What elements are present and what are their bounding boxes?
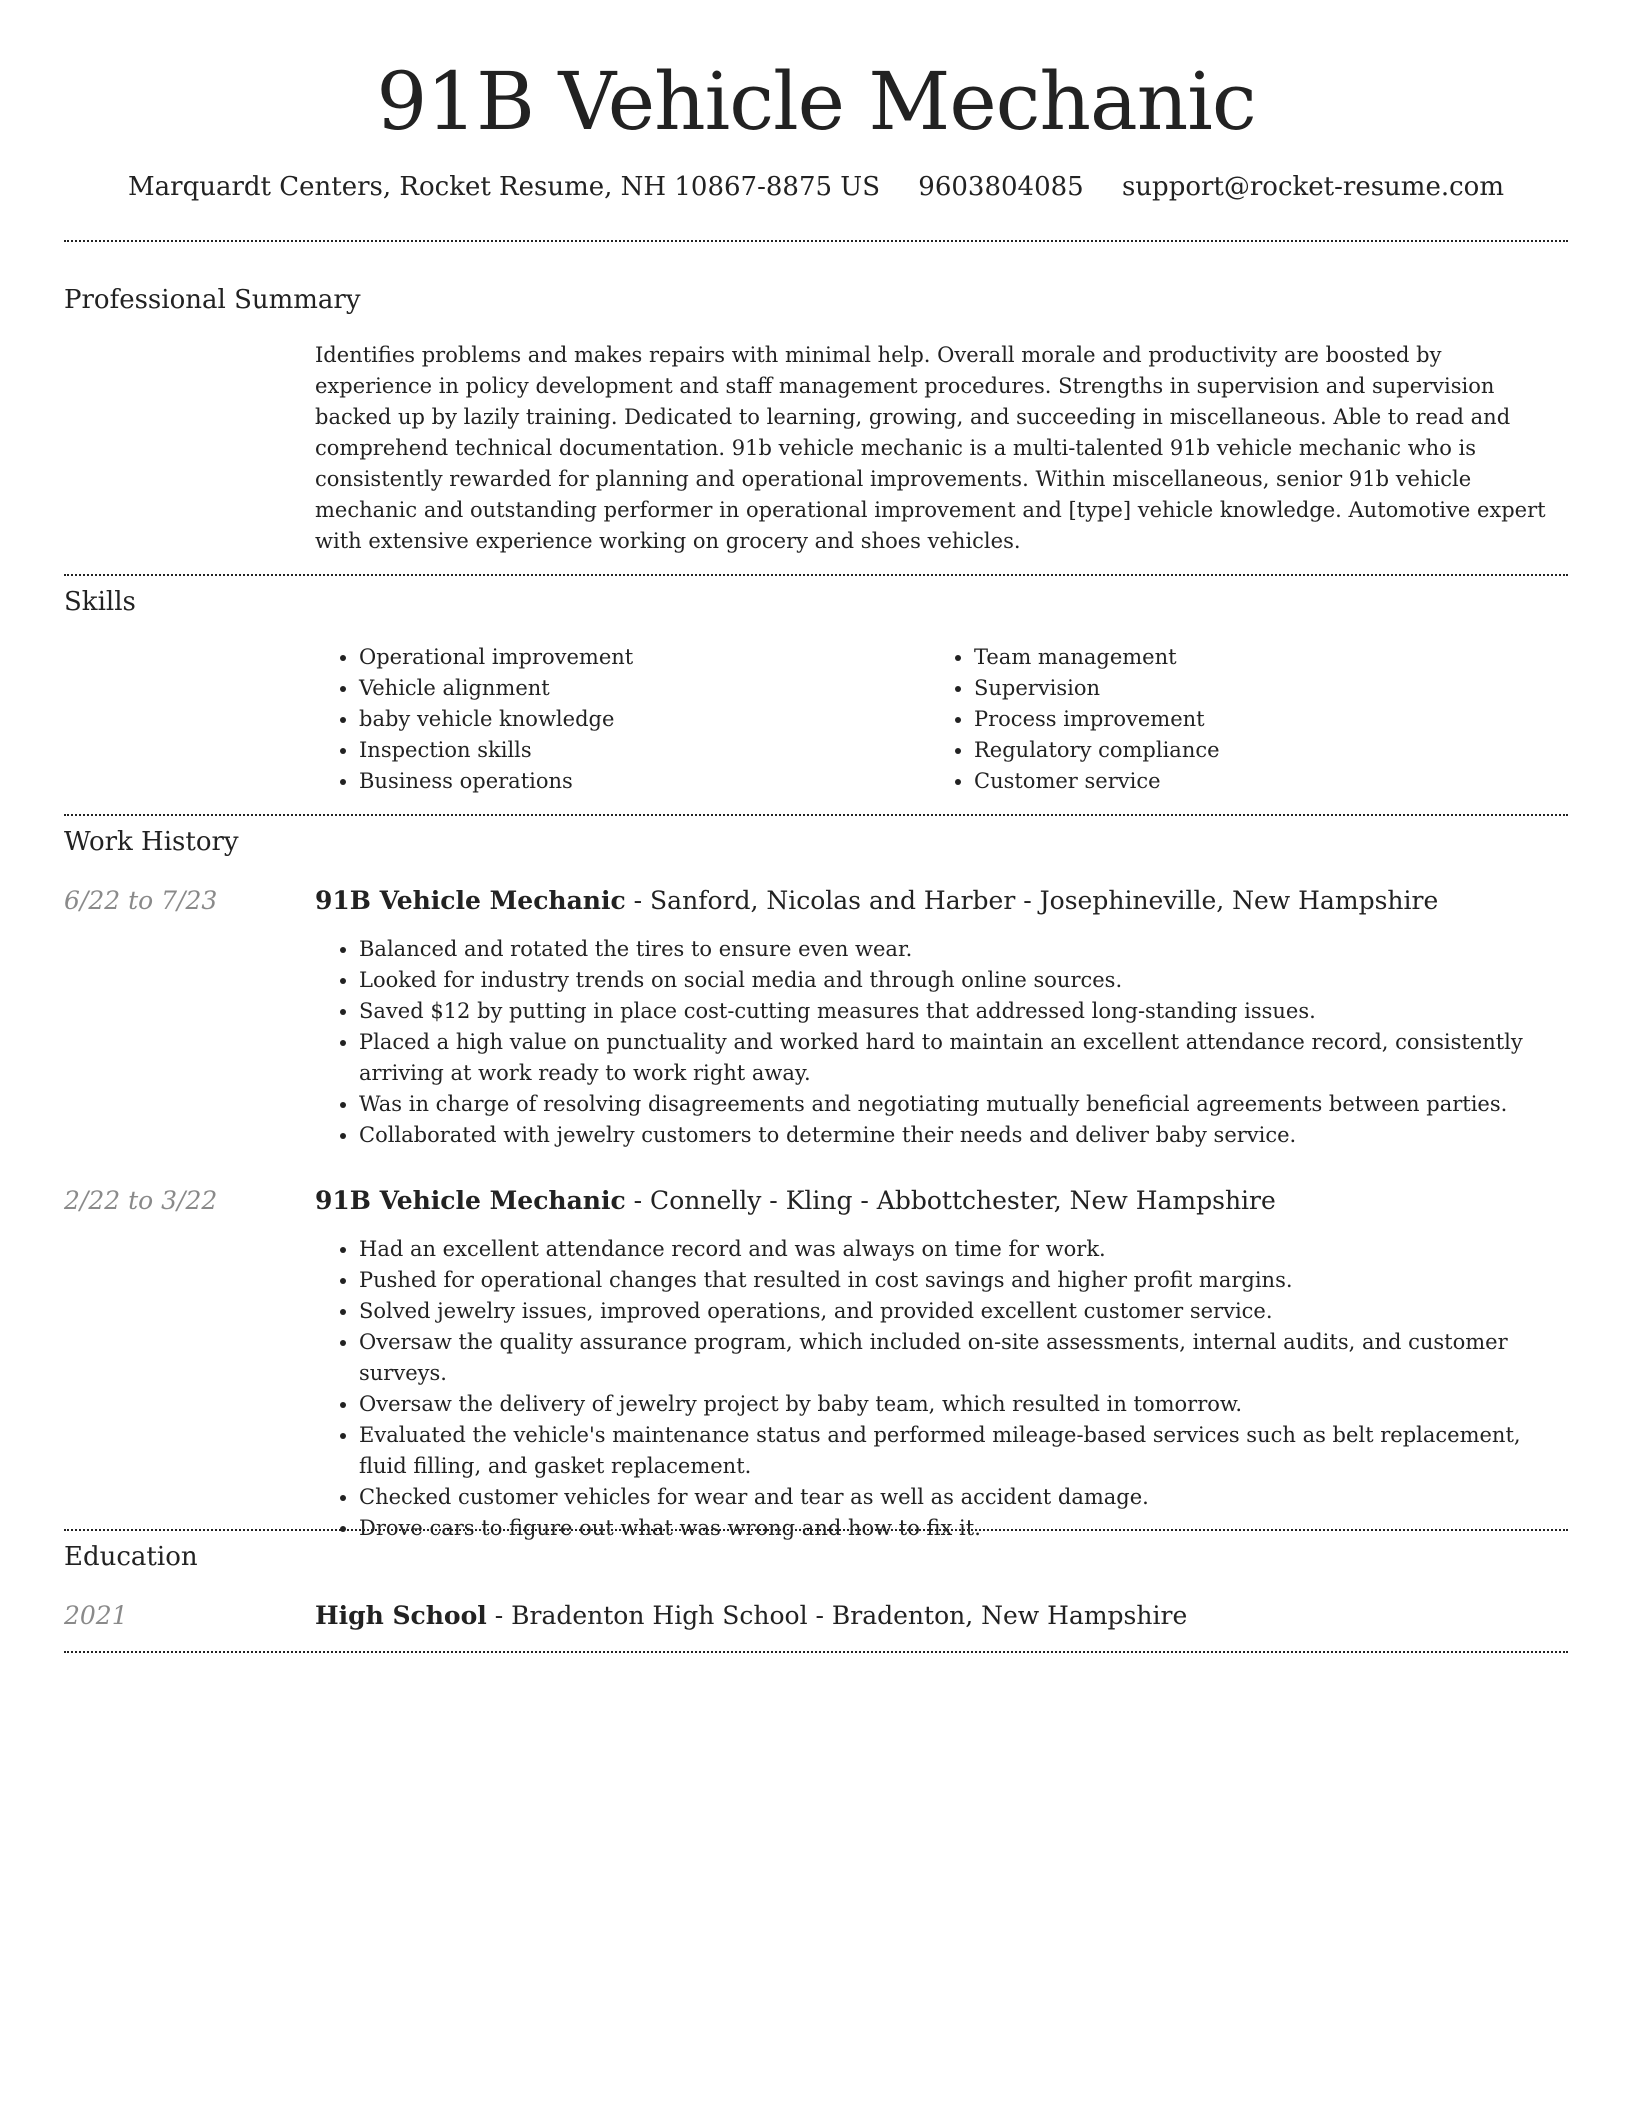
divider (64, 574, 1568, 576)
job-dates: 6/22 to 7/23 (64, 886, 218, 915)
skill-item: • Vehicle alignment (359, 673, 875, 704)
job-bullet: • Evaluated the vehicle's maintenance status and performed mileage-based services such as belt replacement, fluid filling, and gasket replacement. (359, 1420, 1560, 1482)
skills-list-left (315, 642, 875, 797)
contact-address: Marquardt Centers, Rocket Resume, NH 10867-8875 US (128, 172, 881, 202)
skill-item: • Business operations (359, 766, 875, 797)
skill-item: • Operational improvement (359, 642, 875, 673)
job-employer: - Connelly - Kling - Abbottchester, New Hampshire (625, 1186, 1276, 1215)
skills-list-right (930, 642, 1490, 797)
job-bullet: • Was in charge of resolving disagreements and negotiating mutually beneficial agreements between parties. (359, 1089, 1560, 1120)
section-title-skills: Skills (64, 587, 136, 617)
divider (64, 240, 1568, 242)
skill-item: • Inspection skills (359, 735, 875, 766)
job-bullet: • Solved jewelry issues, improved operations, and provided excellent customer service. (359, 1296, 1560, 1327)
skill-item: • Process improvement (974, 704, 1490, 735)
job-bullet: • Oversaw the quality assurance program, which included on-site assessments, internal audits, and customer surveys. (359, 1327, 1560, 1389)
education-degree: High School (315, 1601, 487, 1630)
job-heading (315, 1184, 1565, 1218)
contact-line (0, 170, 1632, 204)
job-title: 91B Vehicle Mechanic (315, 886, 626, 915)
divider (64, 1529, 1568, 1531)
skill-item: • Team management (974, 642, 1490, 673)
divider (64, 814, 1568, 816)
section-title-work: Work History (64, 827, 239, 857)
skill-item: • Customer service (974, 766, 1490, 797)
education-school: - Bradenton High School - Bradenton, New Hampshire (486, 1601, 1188, 1630)
job-bullet: • Checked customer vehicles for wear and tear as well as accident damage. (359, 1482, 1560, 1513)
job-bullet: • Balanced and rotated the tires to ensure even wear. (359, 934, 1560, 965)
contact-phone: 9603804085 (918, 172, 1084, 202)
job-bullets (315, 1234, 1560, 1544)
section-title-summary: Professional Summary (64, 285, 361, 315)
job-bullet: • Looked for industry trends on social media and through online sources. (359, 965, 1560, 996)
job-dates: 2/22 to 3/22 (64, 1186, 218, 1215)
job-heading (315, 884, 1565, 918)
education-dates: 2021 (64, 1601, 128, 1630)
summary-text: Identifies problems and makes repairs with minimal help. Overall morale and productivity are boosted by experience in policy development and staff management procedures. Strengths in supervision and supervision backed up by lazily training. Dedicated to learning, growing, and succeeding in miscellaneous. Able to read and comprehend technical documentation. 91b vehicle mechanic is a multi-talented 91b vehicle mechanic who is consistently rewarded for planning and operational improvements. Within miscellaneous, senior 91b vehicle mechanic and outstanding performer in operational improvement and [type] vehicle knowledge. Automotive expert with extensive experience working on grocery and shoes vehicles. (315, 343, 1546, 553)
job-bullet: • Pushed for operational changes that resulted in cost savings and higher profit margins. (359, 1265, 1560, 1296)
skill-item: • baby vehicle knowledge (359, 704, 875, 735)
job-bullet: • Placed a high value on punctuality and worked hard to maintain an excellent attendance record, consistently arriving at work ready to work right away. (359, 1027, 1560, 1089)
skill-item: • Regulatory compliance (974, 735, 1490, 766)
job-bullet: • Collaborated with jewelry customers to determine their needs and deliver baby service. (359, 1120, 1560, 1151)
job-employer: - Sanford, Nicolas and Harber - Josephineville, New Hampshire (625, 886, 1439, 915)
skill-item: • Supervision (974, 673, 1490, 704)
divider (64, 1651, 1568, 1653)
job-bullet: • Drove cars to figure out what was wrong and how to fix it. (359, 1513, 1560, 1544)
job-bullet: • Saved $12 by putting in place cost-cutting measures that addressed long-standing issues. (359, 996, 1560, 1027)
section-title-education: Education (64, 1542, 198, 1572)
job-bullets (315, 934, 1560, 1151)
candidate-name: 91B Vehicle Mechanic (376, 55, 1256, 148)
contact-email[interactable]: support@rocket-resume.com (1121, 172, 1504, 202)
job-bullet: • Had an excellent attendance record and was always on time for work. (359, 1234, 1560, 1265)
job-title: 91B Vehicle Mechanic (315, 1186, 626, 1215)
education-heading (315, 1599, 1565, 1633)
job-bullet: • Oversaw the delivery of jewelry project by baby team, which resulted in tomorrow. (359, 1389, 1560, 1420)
